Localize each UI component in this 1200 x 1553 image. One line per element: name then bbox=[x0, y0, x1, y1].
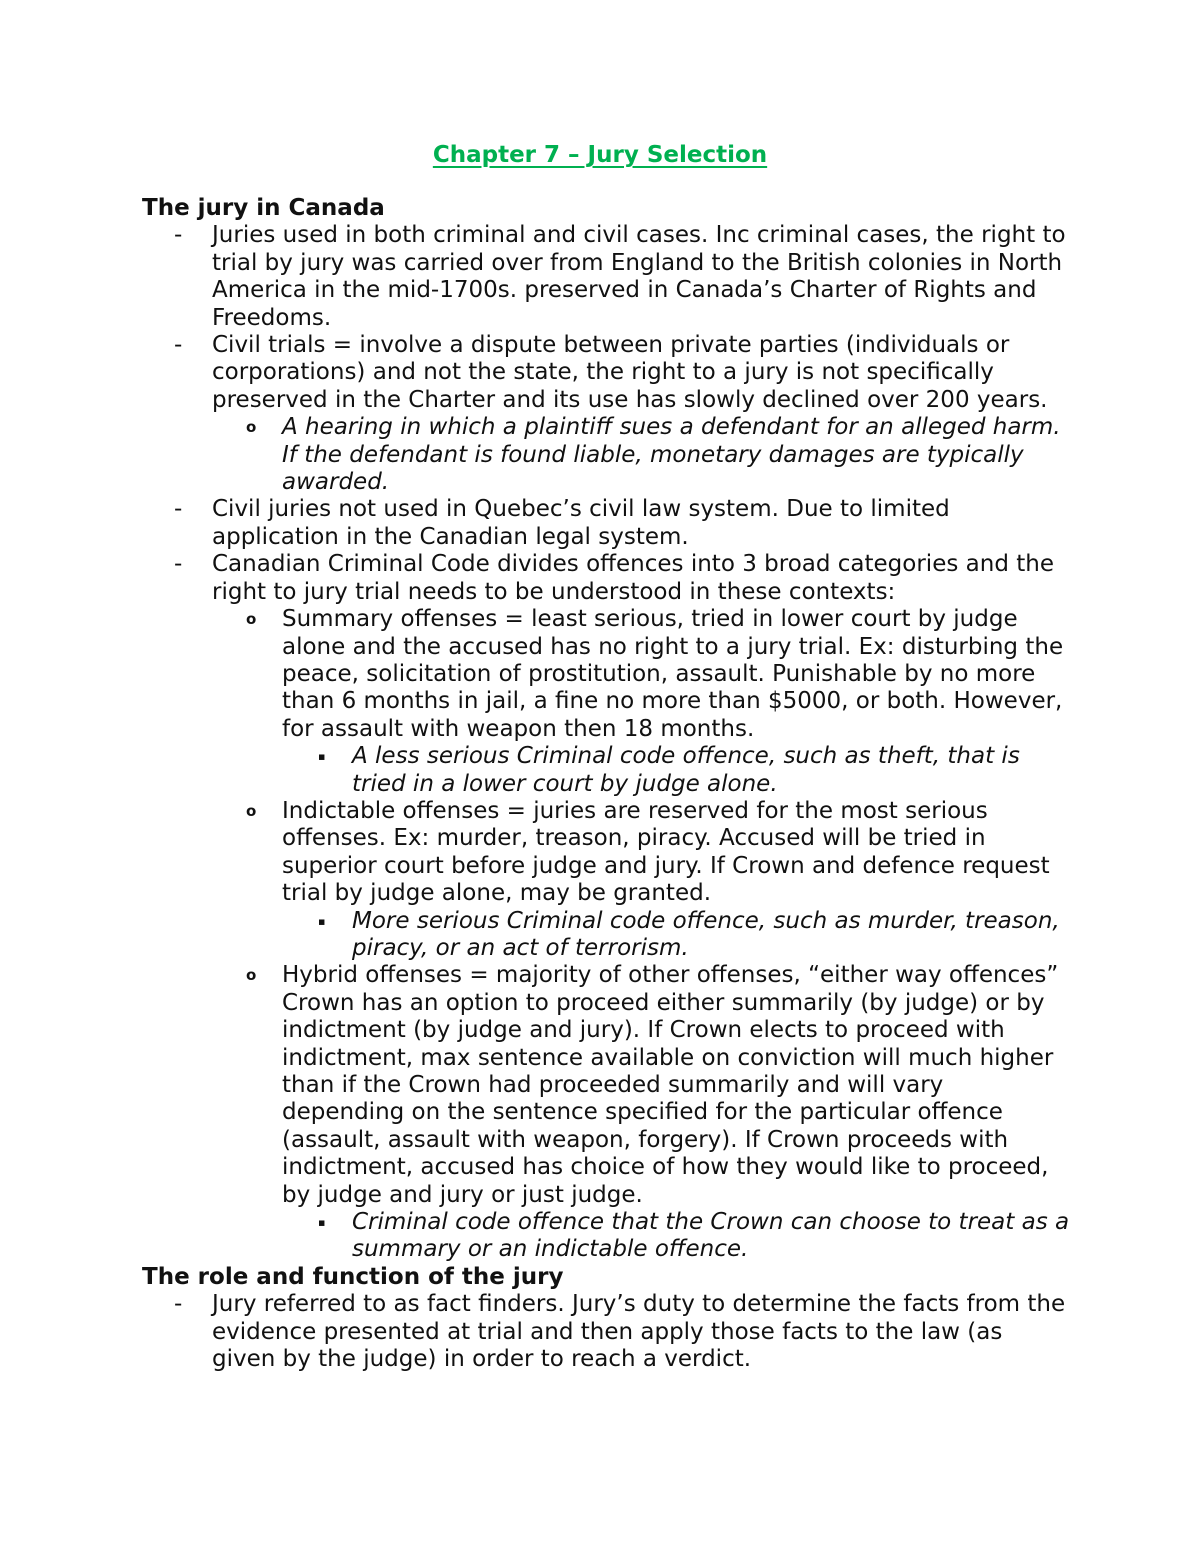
sub-list-item bbox=[212, 606, 1072, 798]
definition-text: More serious Criminal code offence, such as murder, treason, piracy, or an act of terrorism. bbox=[352, 907, 1060, 961]
list-item bbox=[142, 222, 1072, 332]
sub-list-item bbox=[212, 962, 1072, 1263]
section-heading: The role and function of the jury bbox=[142, 1263, 564, 1290]
dash-marker: - bbox=[174, 1291, 183, 1318]
definition-text: A less serious Criminal code offence, such as theft, that is tried in a lower court by judge alone. bbox=[352, 743, 1020, 797]
circle-bullet-icon: o bbox=[246, 418, 257, 437]
list-item bbox=[142, 551, 1072, 1264]
square-bullet-icon: ▪ bbox=[318, 914, 326, 928]
definition-list bbox=[282, 1209, 1072, 1264]
sub-list-item-text: Indictable offenses = juries are reserved for the most serious offenses. Ex: murder, treason, piracy. Accused will be tried in superior court before judge and jury. If Crown and defence request trial by judge alone, may be granted. bbox=[282, 797, 1050, 907]
square-bullet-icon: ▪ bbox=[318, 750, 326, 764]
sub-list bbox=[212, 414, 1072, 496]
circle-bullet-icon: o bbox=[246, 966, 257, 985]
list-item-text: Jury referred to as fact finders. Jury’s duty to determine the facts from the evidence presented at trial and then apply those facts to the law (as given by the judge) in order to reach a verdict. bbox=[212, 1291, 1066, 1373]
dash-marker: - bbox=[174, 222, 183, 249]
list-item bbox=[142, 1291, 1072, 1373]
list-item-text: Civil juries not used in Quebec’s civil law system. Due to limited application in the Canadian legal system. bbox=[212, 496, 950, 550]
bullet-list bbox=[142, 1291, 1072, 1373]
circle-bullet-icon: o bbox=[246, 610, 257, 629]
definition-list bbox=[282, 908, 1072, 963]
sub-list-item-text: Hybrid offenses = majority of other offenses, “either way offences” Crown has an option to proceed either summarily (by judge) or by indictment (by judge and jury). If Crown elects to proceed with indictment, max sentence available on conviction will much higher than if the Crown had proceeded summarily and will vary depending on the sentence specified for the particular offence (assault, assault with weapon, forgery). If Crown proceeds with indictment, accused has choice of how they would like to proceed, by judge and jury or just judge. bbox=[282, 962, 1059, 1208]
sub-list-item bbox=[212, 414, 1072, 496]
dash-marker: - bbox=[174, 551, 183, 578]
definition-item bbox=[282, 743, 1072, 798]
definition-item bbox=[282, 908, 1072, 963]
document-body bbox=[142, 195, 1072, 1373]
definition-item bbox=[282, 1209, 1072, 1264]
list-item-text: Canadian Criminal Code divides offences into 3 broad categories and the right to jury trial needs to be understood in these contexts: bbox=[212, 551, 1054, 605]
square-bullet-icon: ▪ bbox=[318, 1216, 326, 1230]
sub-list-item bbox=[212, 798, 1072, 962]
sub-list-item-text: Summary offenses = least serious, tried in lower court by judge alone and the accused has no right to a jury trial. Ex: disturbing the peace, solicitation of prostitution, assault. Punishable by no more than 6 months in jail, a fine no more than $5000, or both. However, for assault with weapon then 18 months. bbox=[282, 606, 1064, 742]
list-item-text: Civil trials = involve a dispute between private parties (individuals or corporations) and not the state, the right to a jury is not specifically preserved in the Charter and its use has slowly declined over 200 years. bbox=[212, 332, 1048, 413]
dash-marker: - bbox=[174, 332, 183, 359]
chapter-title: Chapter 7 – Jury Selection bbox=[432, 142, 768, 168]
sub-list bbox=[212, 606, 1072, 1264]
dash-marker: - bbox=[174, 496, 183, 523]
circle-bullet-icon: o bbox=[246, 801, 257, 820]
definition-list bbox=[282, 743, 1072, 798]
list-item-text: Juries used in both criminal and civil cases. Inc criminal cases, the right to trial by jury was carried over from England to the British colonies in North America in the mid-1700s. preserved in Canada’s Charter of Rights and Freedoms. bbox=[212, 222, 1066, 331]
list-item bbox=[142, 496, 1072, 551]
definition-text: A hearing in which a plaintiff sues a defendant for an alleged harm. If the defendant is found liable, monetary damages are typically awarded. bbox=[282, 414, 1061, 496]
bullet-list bbox=[142, 222, 1072, 1263]
page-title bbox=[0, 140, 1200, 170]
section-heading: The jury in Canada bbox=[142, 195, 385, 221]
list-item bbox=[142, 332, 1072, 496]
definition-text: Criminal code offence that the Crown can choose to treat as a summary or an indictable offence. bbox=[352, 1209, 1070, 1263]
